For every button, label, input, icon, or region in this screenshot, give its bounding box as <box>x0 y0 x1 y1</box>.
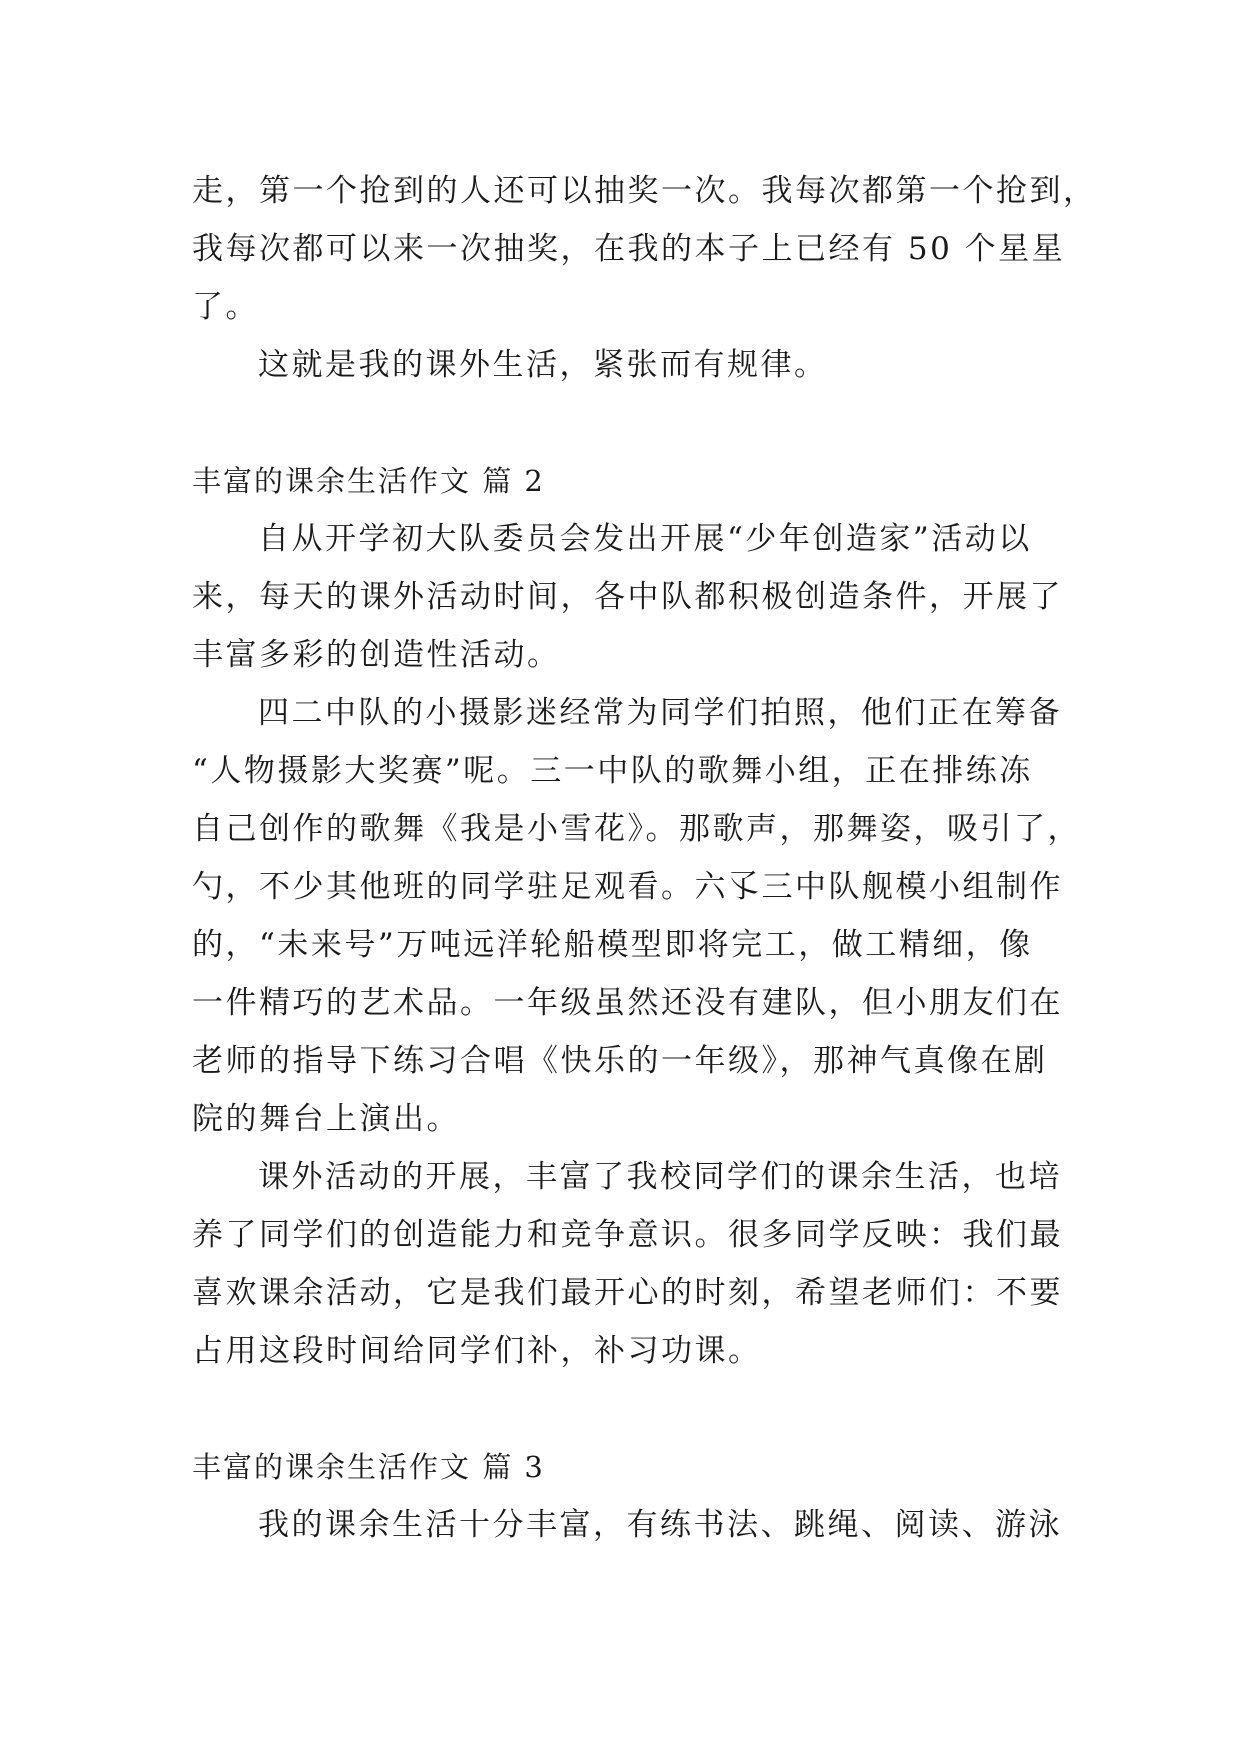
text-line: 自己创作的歌舞《我是小雪花》。那歌声，那舞姿，吸引了， <box>192 811 1081 847</box>
paragraph-start-line: 这就是我的课外生活，紧张而有规律。 <box>258 347 828 383</box>
document-body <box>192 162 1097 1554</box>
paragraph-start-line: 课外活动的开展，丰富了我校同学们的课余生活，也培 <box>258 1159 1062 1195</box>
text-line: 丰富多彩的创造性活动。 <box>192 637 561 673</box>
text-line: 勺，不少其他班的同学驻足观看。六孓三中队舰模小组制作 <box>192 869 1063 905</box>
text-line: 喜欢课余活动，它是我们最开心的时刻，希望老师们：不要 <box>192 1275 1063 1311</box>
paragraph-start-line: 四二中队的小摄影迷经常为同学们拍照，他们正在筹备 <box>258 695 1062 731</box>
text-line: 了。 <box>192 289 259 325</box>
text-line: 院的舞台上演出。 <box>192 1101 460 1137</box>
section-heading: 丰富的课余生活作文 篇 2 <box>192 464 545 498</box>
text-line: “人物摄影大奖赛”呢。三一中队的歌舞小组，正在排练冻 <box>192 753 1033 789</box>
section-gap <box>192 394 1052 452</box>
text-line: 我每次都可以来一次抽奖，在我的本子上已经有 50 个星星 <box>192 231 1066 267</box>
text-line: 走，第一个抢到的人还可以抽奖一次。我每次都第一个抢到， <box>192 173 1097 209</box>
section-gap <box>192 1380 1052 1438</box>
section-heading: 丰富的课余生活作文 篇 3 <box>192 1450 545 1484</box>
text-line: 占用这段时间给同学们补，补习功课。 <box>192 1333 762 1369</box>
text-line: 的，“未来号”万吨远洋轮船模型即将完工，做工精细，像 <box>192 927 1033 963</box>
text-line: 来，每天的课外活动时间，各中队都积极创造条件，开展了 <box>192 579 1063 615</box>
paragraph-start-line: 自从开学初大队委员会发出开展“少年创造家”活动以 <box>258 521 1032 557</box>
paragraph-start-line: 我的课余生活十分丰富，有练书法、跳绳、阅读、游泳 <box>258 1507 1062 1543</box>
text-line: 一件精巧的艺术品。一年级虽然还没有建队，但小朋友们在 <box>192 985 1063 1021</box>
text-line: 养了同学们的创造能力和竞争意识。很多同学反映：我们最 <box>192 1217 1063 1253</box>
text-line: 老师的指导下练习合唱《快乐的一年级》，那神气真像在剧 <box>192 1043 1048 1079</box>
